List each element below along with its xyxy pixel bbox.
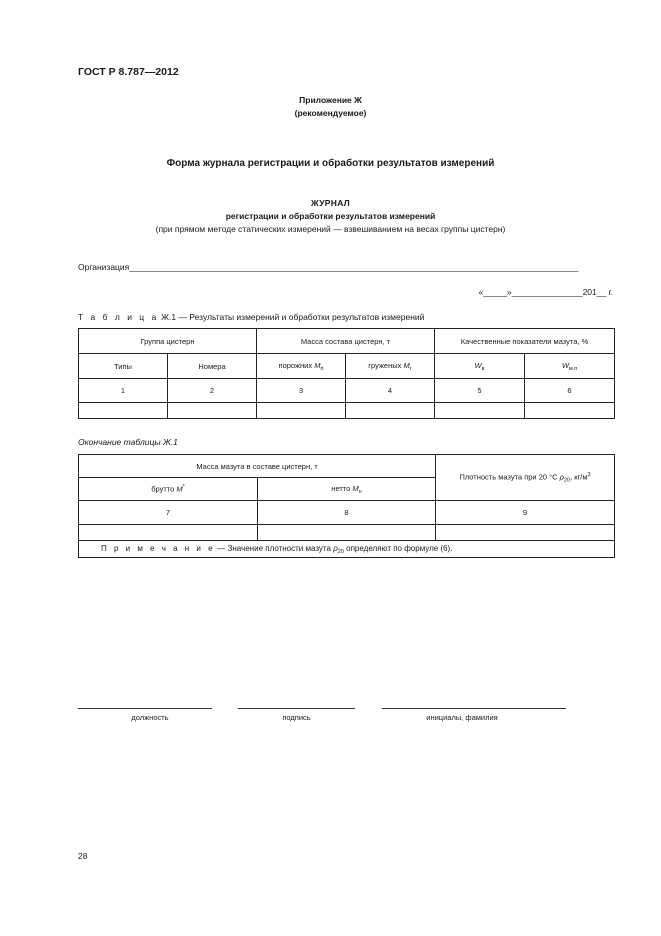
column-number: 3 bbox=[257, 379, 346, 403]
column-number: 6 bbox=[525, 379, 615, 403]
column-number: 4 bbox=[346, 379, 435, 403]
header-oil-density bbox=[436, 455, 615, 501]
journal-title: ЖУРНАЛ bbox=[311, 198, 350, 208]
header-types: Типы bbox=[79, 354, 168, 379]
date-line: «_____»_______________201__ г. bbox=[478, 287, 613, 297]
signature-line-signature bbox=[238, 708, 355, 709]
net-mass-subscript: н bbox=[358, 488, 362, 495]
results-table-continuation bbox=[78, 454, 615, 558]
column-number: 7 bbox=[79, 501, 258, 525]
column-number: 5 bbox=[435, 379, 525, 403]
density-subscript: 20 bbox=[563, 477, 571, 484]
header-empty-mass bbox=[257, 354, 346, 379]
signature-line-name bbox=[382, 708, 566, 709]
loaded-mass-label: груженых bbox=[368, 360, 402, 370]
table2-caption: Окончание таблицы Ж.1 bbox=[78, 437, 178, 447]
note-density-symbol: ρ bbox=[333, 543, 338, 553]
header-numbers: Номера bbox=[168, 354, 257, 379]
gross-mass-symbol: M bbox=[176, 484, 183, 494]
header-train-mass: Масса состава цистерн, т bbox=[257, 329, 435, 354]
gross-mass-label: брутто bbox=[151, 484, 175, 494]
header-gross-mass bbox=[79, 478, 258, 501]
column-number: 1 bbox=[79, 379, 168, 403]
note-density-subscript: 20 bbox=[337, 548, 344, 555]
header-loaded-mass bbox=[346, 354, 435, 379]
table1-caption-prefix: Т а б л и ц а bbox=[78, 312, 159, 322]
column-number: 9 bbox=[436, 501, 615, 525]
header-oil-mass: Масса мазута в составе цистерн, т bbox=[79, 455, 436, 478]
note-end: определяют по формуле (6). bbox=[346, 543, 453, 553]
journal-subtitle: регистрации и обработки результатов измерений bbox=[225, 211, 436, 221]
organization-line: _______________________________________________________________________________________________ bbox=[129, 262, 579, 272]
results-table bbox=[78, 328, 615, 419]
impurities-symbol: W bbox=[561, 360, 569, 370]
density-symbol: ρ bbox=[559, 472, 564, 482]
note-prefix: П р и м е ч а н и е bbox=[101, 543, 216, 553]
appendix-title: Приложение Ж bbox=[299, 95, 362, 105]
net-mass-label: нетто bbox=[331, 483, 351, 493]
header-impurities-content bbox=[525, 354, 615, 379]
table1-caption-text: Ж.1 — Результаты измерений и обработки результатов измерений bbox=[161, 312, 425, 322]
empty-cell bbox=[525, 403, 615, 419]
column-number: 8 bbox=[258, 501, 436, 525]
organization-field bbox=[78, 262, 578, 272]
density-unit-power: 3 bbox=[587, 471, 591, 478]
header-quality-indicators: Качественные показатели мазута, % bbox=[435, 329, 615, 354]
empty-cell bbox=[257, 403, 346, 419]
density-unit: , кг/м bbox=[570, 472, 588, 482]
column-number: 2 bbox=[168, 379, 257, 403]
water-symbol: W bbox=[474, 360, 482, 370]
signature-label-position: должность bbox=[131, 713, 169, 722]
note-text: — Значение плотности мазута bbox=[217, 543, 331, 553]
header-net-mass bbox=[258, 478, 436, 501]
net-mass-symbol: M bbox=[352, 483, 359, 493]
loaded-mass-subscript: г bbox=[409, 365, 412, 372]
impurities-subscript: м.п bbox=[568, 365, 578, 372]
density-label: Плотность мазута при 20 °С bbox=[459, 472, 558, 482]
empty-cell bbox=[79, 403, 168, 419]
empty-cell bbox=[346, 403, 435, 419]
signature-label-signature: подпись bbox=[282, 713, 311, 722]
table1-caption bbox=[78, 312, 424, 322]
appendix-subtitle: (рекомендуемое) bbox=[294, 108, 367, 118]
gross-mass-asterisk: * bbox=[182, 484, 185, 491]
document-code: ГОСТ Р 8.787—2012 bbox=[78, 66, 179, 78]
empty-cell bbox=[168, 403, 257, 419]
organization-label: Организация bbox=[78, 262, 130, 272]
empty-mass-label: порожних bbox=[278, 360, 313, 370]
empty-mass-subscript: п bbox=[320, 365, 324, 372]
header-water-content bbox=[435, 354, 525, 379]
empty-cell bbox=[258, 525, 436, 541]
empty-cell bbox=[79, 525, 258, 541]
table-note bbox=[79, 541, 615, 558]
page-number: 28 bbox=[78, 851, 88, 861]
water-subscript: в bbox=[481, 365, 485, 372]
signature-label-name: инициалы, фамилия bbox=[426, 713, 498, 722]
journal-method-note: (при прямом методе статических измерений — взвешиванием на весах группы цистерн) bbox=[155, 224, 506, 234]
loaded-mass-symbol: M bbox=[403, 360, 410, 370]
empty-cell bbox=[435, 403, 525, 419]
form-title: Форма журнала регистрации и обработки результатов измерений bbox=[166, 158, 495, 169]
header-tank-group: Группа цистерн bbox=[79, 329, 257, 354]
empty-cell bbox=[436, 525, 615, 541]
empty-mass-symbol: M bbox=[314, 360, 321, 370]
signature-line-position bbox=[78, 708, 212, 709]
